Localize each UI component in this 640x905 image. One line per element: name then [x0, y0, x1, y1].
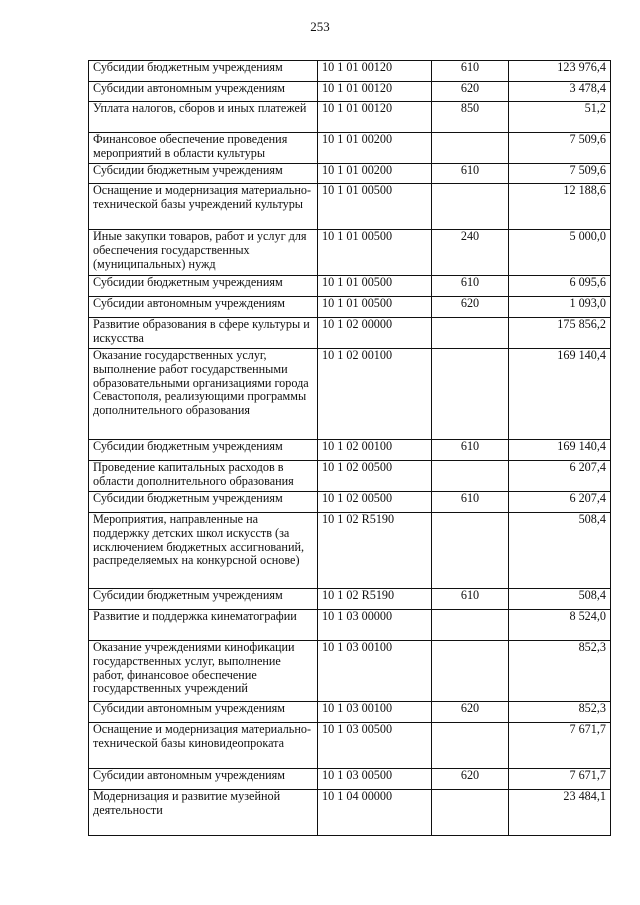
row-sum-cell: 12 188,6: [509, 184, 611, 230]
table-row: [89, 82, 611, 102]
table-row: [89, 276, 611, 297]
row-type-cell: 850: [432, 102, 509, 133]
row-sum-cell: 7 509,6: [509, 164, 611, 184]
row-name-cell: Субсидии бюджетным учреждениям: [89, 589, 318, 610]
row-sum-cell: 7 671,7: [509, 723, 611, 769]
table-row: [89, 641, 611, 702]
row-type-cell: 610: [432, 440, 509, 461]
row-sum-cell: 169 140,4: [509, 440, 611, 461]
row-name-cell: Оснащение и модернизация материально-технической базы учреждений культуры: [89, 184, 318, 230]
row-name-cell: Развитие образования в сфере культуры и искусства: [89, 318, 318, 349]
row-type-cell: 610: [432, 492, 509, 513]
row-sum-cell: 6 207,4: [509, 492, 611, 513]
row-code-cell: 10 1 01 00200: [318, 133, 432, 164]
row-name-cell: Субсидии бюджетным учреждениям: [89, 61, 318, 82]
row-sum-cell: 6 095,6: [509, 276, 611, 297]
row-type-cell: [432, 641, 509, 702]
row-sum-cell: 7 671,7: [509, 769, 611, 790]
row-type-cell: 620: [432, 769, 509, 790]
row-code-cell: 10 1 02 00000: [318, 318, 432, 349]
table-row: [89, 461, 611, 492]
table-row: [89, 230, 611, 276]
table-row: [89, 133, 611, 164]
table-row: [89, 492, 611, 513]
table-row: [89, 102, 611, 133]
row-code-cell: 10 1 01 00500: [318, 230, 432, 276]
row-sum-cell: 6 207,4: [509, 461, 611, 492]
table-row: [89, 349, 611, 440]
row-type-cell: [432, 349, 509, 440]
row-type-cell: 610: [432, 589, 509, 610]
row-name-cell: Субсидии бюджетным учреждениям: [89, 440, 318, 461]
table-row: [89, 790, 611, 836]
row-sum-cell: 852,3: [509, 641, 611, 702]
table-row: [89, 723, 611, 769]
table-row: [89, 61, 611, 82]
row-sum-cell: 8 524,0: [509, 610, 611, 641]
row-sum-cell: 508,4: [509, 513, 611, 589]
row-name-cell: Субсидии автономным учреждениям: [89, 297, 318, 318]
row-name-cell: Развитие и поддержка кинематографии: [89, 610, 318, 641]
row-code-cell: 10 1 03 00100: [318, 641, 432, 702]
row-code-cell: 10 1 03 00500: [318, 769, 432, 790]
row-name-cell: Оказание государственных услуг, выполнение работ государственными образовательными организациями города Севастополя, реализующими программы дополнительного образования: [89, 349, 318, 440]
row-code-cell: 10 1 04 00000: [318, 790, 432, 836]
budget-table-body: [89, 61, 611, 836]
row-code-cell: 10 1 01 00500: [318, 184, 432, 230]
row-sum-cell: 51,2: [509, 102, 611, 133]
row-name-cell: Субсидии бюджетным учреждениям: [89, 276, 318, 297]
row-name-cell: Проведение капитальных расходов в области дополнительного образования: [89, 461, 318, 492]
table-row: [89, 589, 611, 610]
row-name-cell: Субсидии бюджетным учреждениям: [89, 492, 318, 513]
row-type-cell: 240: [432, 230, 509, 276]
row-sum-cell: 3 478,4: [509, 82, 611, 102]
row-code-cell: 10 1 01 00120: [318, 61, 432, 82]
row-code-cell: 10 1 02 00100: [318, 440, 432, 461]
row-code-cell: 10 1 02 00500: [318, 461, 432, 492]
row-type-cell: [432, 133, 509, 164]
row-name-cell: Оказание учреждениями кинофикации государственных услуг, выполнение работ, финансовое обеспечение государственных учреждений: [89, 641, 318, 702]
row-name-cell: Субсидии автономным учреждениям: [89, 702, 318, 723]
table-row: [89, 440, 611, 461]
row-name-cell: Субсидии автономным учреждениям: [89, 82, 318, 102]
row-sum-cell: 7 509,6: [509, 133, 611, 164]
row-code-cell: 10 1 02 R5190: [318, 513, 432, 589]
row-name-cell: Финансовое обеспечение проведения мероприятий в области культуры: [89, 133, 318, 164]
row-name-cell: Мероприятия, направленные на поддержку детских школ искусств (за исключением бюджетных ассигнований, распределяемых на конкурсной основе): [89, 513, 318, 589]
table-row: [89, 769, 611, 790]
row-code-cell: 10 1 01 00200: [318, 164, 432, 184]
row-sum-cell: 1 093,0: [509, 297, 611, 318]
row-type-cell: [432, 723, 509, 769]
row-type-cell: [432, 461, 509, 492]
row-type-cell: [432, 184, 509, 230]
row-code-cell: 10 1 03 00000: [318, 610, 432, 641]
table-row: [89, 318, 611, 349]
row-type-cell: 610: [432, 276, 509, 297]
row-sum-cell: 508,4: [509, 589, 611, 610]
row-code-cell: 10 1 02 R5190: [318, 589, 432, 610]
table-row: [89, 184, 611, 230]
row-name-cell: Уплата налогов, сборов и иных платежей: [89, 102, 318, 133]
row-code-cell: 10 1 01 00120: [318, 102, 432, 133]
row-name-cell: Оснащение и модернизация материально-технической базы киновидеопроката: [89, 723, 318, 769]
table-row: [89, 513, 611, 589]
row-name-cell: Иные закупки товаров, работ и услуг для обеспечения государственных (муниципальных) нужд: [89, 230, 318, 276]
row-code-cell: 10 1 01 00120: [318, 82, 432, 102]
row-code-cell: 10 1 03 00100: [318, 702, 432, 723]
row-type-cell: [432, 318, 509, 349]
row-type-cell: 610: [432, 164, 509, 184]
table-row: [89, 164, 611, 184]
row-code-cell: 10 1 01 00500: [318, 297, 432, 318]
budget-table: [88, 60, 611, 836]
row-sum-cell: 123 976,4: [509, 61, 611, 82]
row-code-cell: 10 1 03 00500: [318, 723, 432, 769]
row-name-cell: Модернизация и развитие музейной деятельности: [89, 790, 318, 836]
row-type-cell: [432, 790, 509, 836]
row-sum-cell: 5 000,0: [509, 230, 611, 276]
row-type-cell: [432, 610, 509, 641]
table-row: [89, 702, 611, 723]
table-row: [89, 297, 611, 318]
row-type-cell: 620: [432, 297, 509, 318]
row-sum-cell: 23 484,1: [509, 790, 611, 836]
page-number: 253: [310, 19, 330, 34]
row-name-cell: Субсидии бюджетным учреждениям: [89, 164, 318, 184]
row-sum-cell: 169 140,4: [509, 349, 611, 440]
row-sum-cell: 175 856,2: [509, 318, 611, 349]
row-type-cell: 620: [432, 82, 509, 102]
row-type-cell: [432, 513, 509, 589]
row-type-cell: 620: [432, 702, 509, 723]
table-row: [89, 610, 611, 641]
row-type-cell: 610: [432, 61, 509, 82]
row-code-cell: 10 1 01 00500: [318, 276, 432, 297]
row-code-cell: 10 1 02 00100: [318, 349, 432, 440]
row-code-cell: 10 1 02 00500: [318, 492, 432, 513]
row-sum-cell: 852,3: [509, 702, 611, 723]
row-name-cell: Субсидии автономным учреждениям: [89, 769, 318, 790]
